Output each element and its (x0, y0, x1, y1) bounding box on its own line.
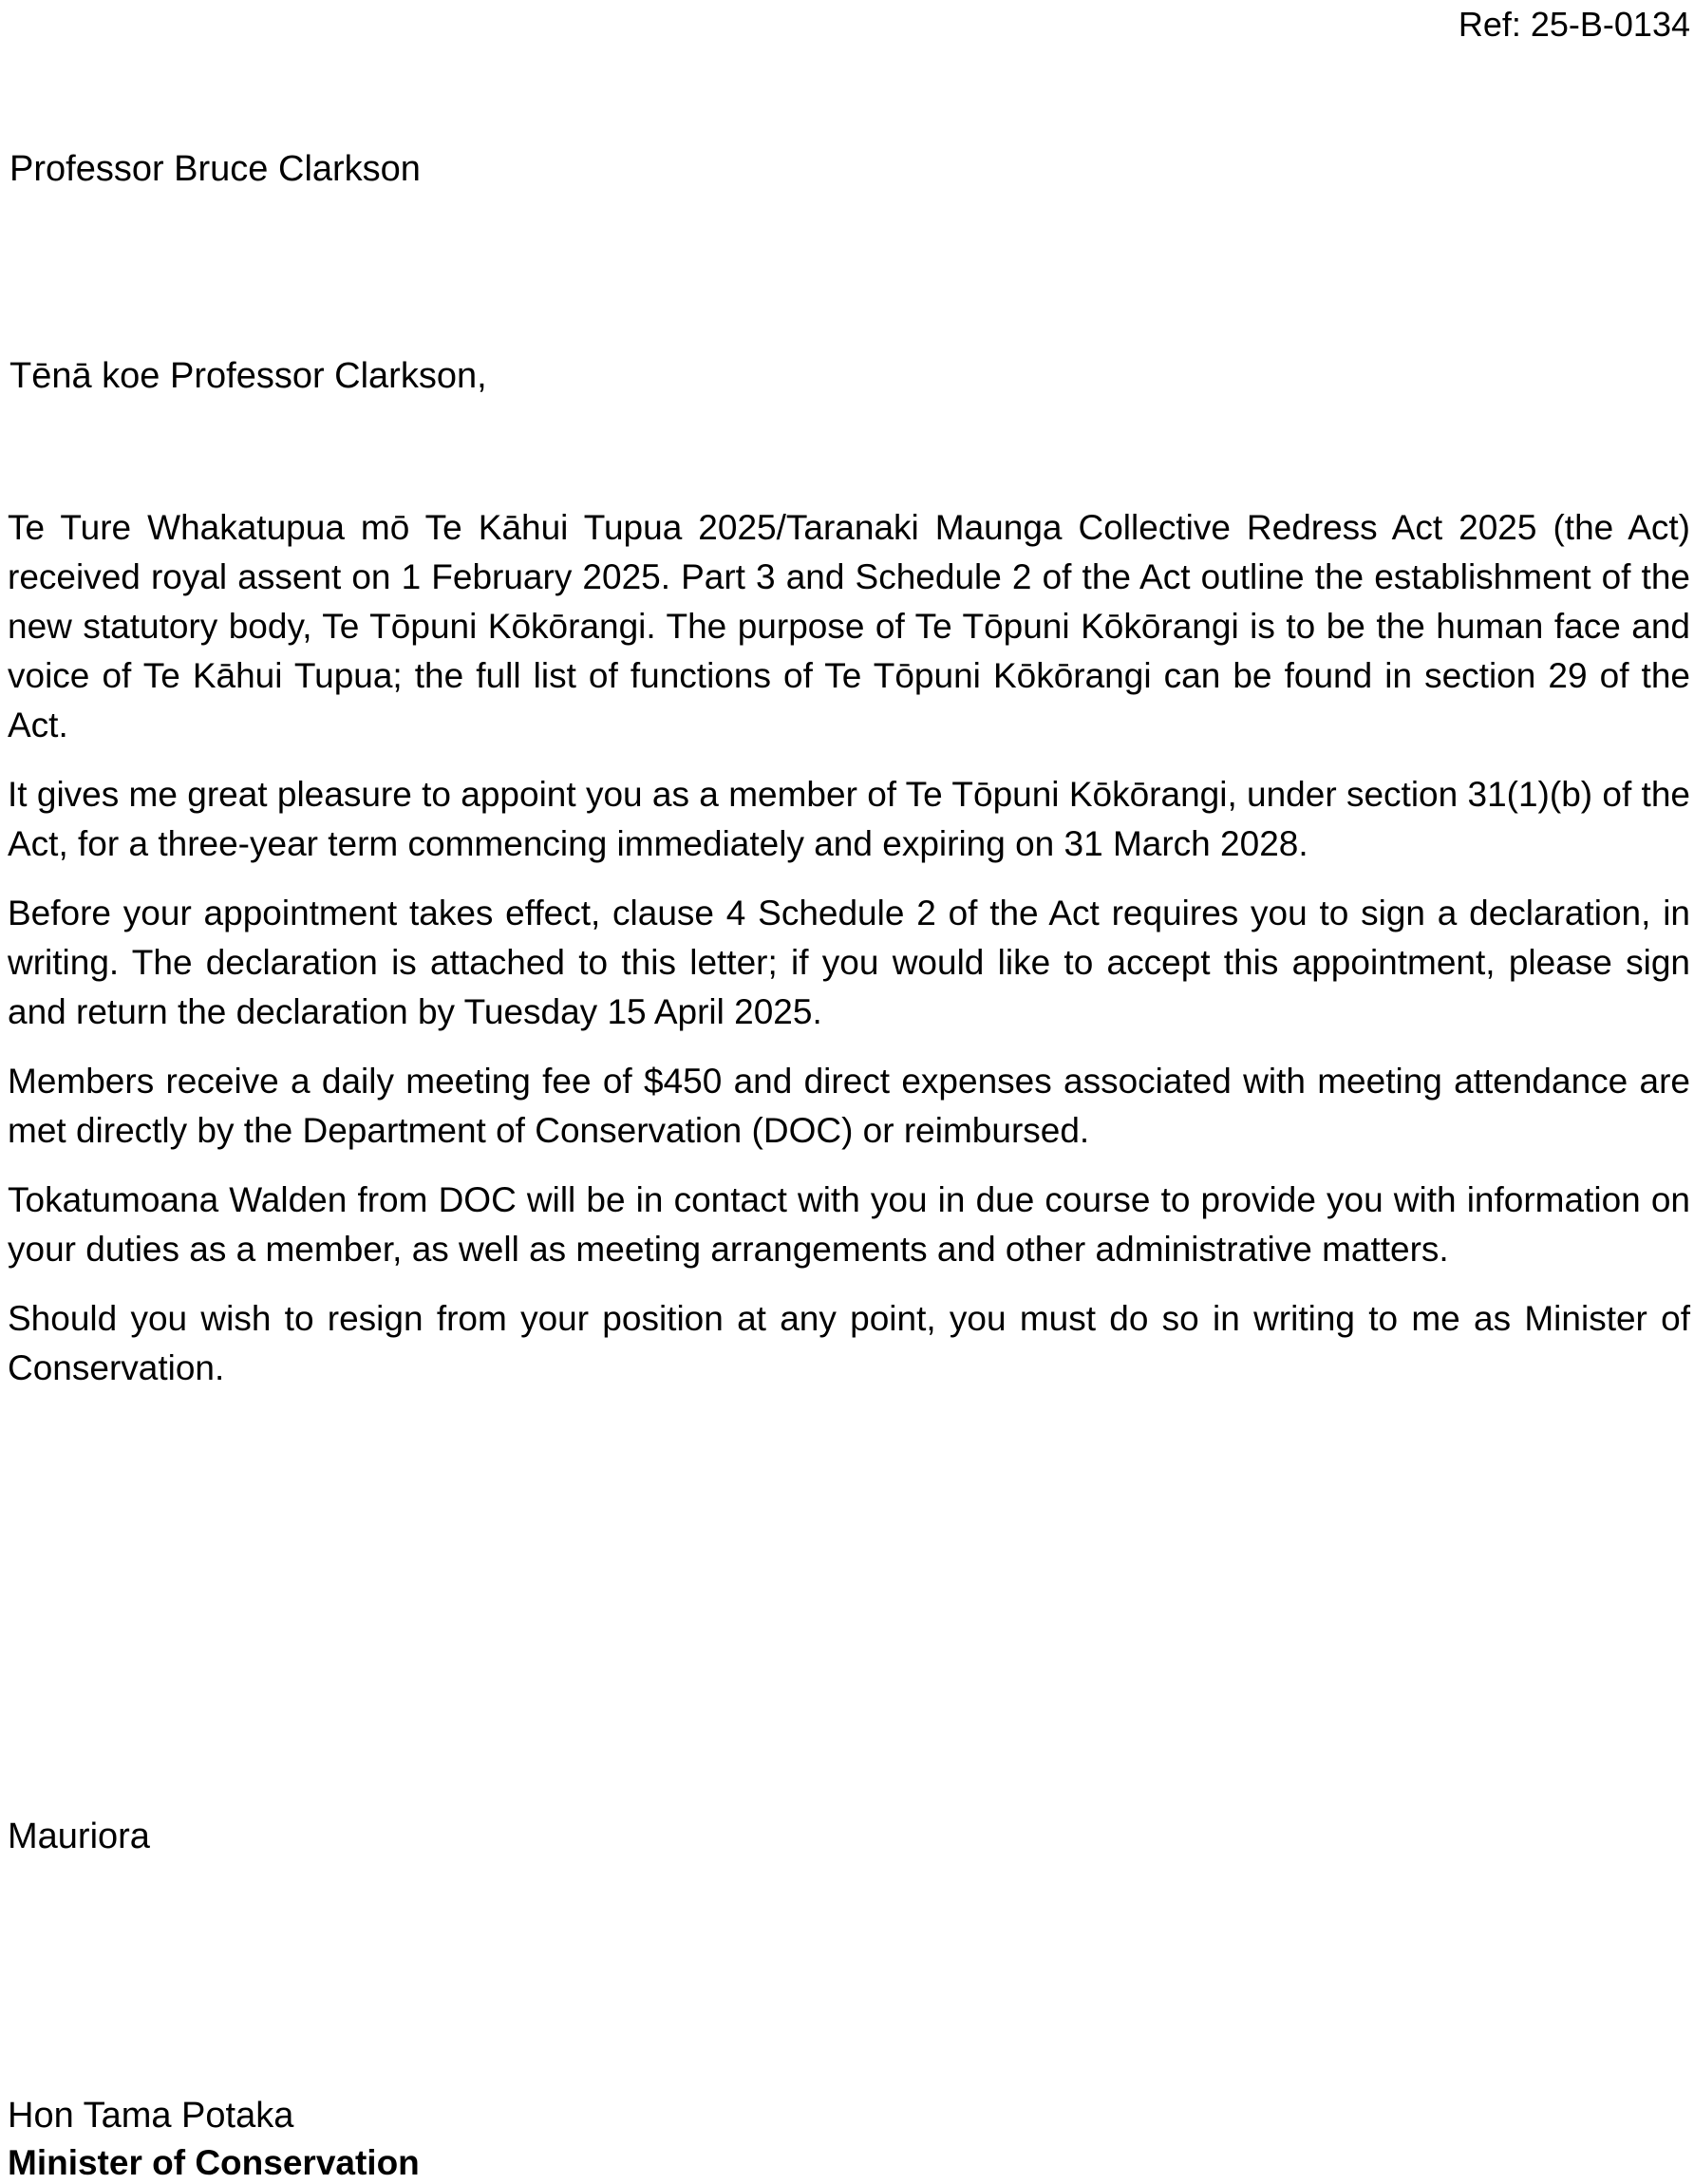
letter-body (8, 503, 1690, 1413)
signatory-name: Hon Tama Potaka (8, 2096, 294, 2136)
addressee-name: Professor Bruce Clarkson (9, 149, 421, 189)
body-paragraph: Should you wish to resign from your position at any point, you must do so in writing to me as Minister of Conservation. (8, 1299, 1690, 1387)
reference-number: Ref: 25-B-0134 (1458, 5, 1690, 44)
valediction: Mauriora (8, 1817, 150, 1856)
body-paragraph: Te Ture Whakatupua mō Te Kāhui Tupua 2025/Taranaki Maunga Collective Redress Act 2025 (the Act) received royal assent on 1 February 2025. Part 3 and Schedule 2 of the Act outline the establishment of the new statutory body, Te Tōpuni Kōkōrangi. The purpose of Te Tōpuni Kōkōrangi is to be the human face and voice of Te Kāhui Tupua; the full list of functions of Te Tōpuni Kōkōrangi can be found in section 29 of the Act. (8, 508, 1690, 744)
body-paragraph: Tokatumoana Walden from DOC will be in contact with you in due course to provide you with information on your duties as a member, as well as meeting arrangements and other administrative matters. (8, 1180, 1690, 1269)
body-paragraph: It gives me great pleasure to appoint you as a member of Te Tōpuni Kōkōrangi, under section 31(1)(b) of the Act, for a three-year term commencing immediately and expiring on 31 March 2028. (8, 775, 1690, 863)
body-paragraph: Before your appointment takes effect, clause 4 Schedule 2 of the Act requires you to sign a declaration, in writing. The declaration is attached to this letter; if you would like to accept this appointment, please sign and return the declaration by Tuesday 15 April 2025. (8, 894, 1690, 1031)
salutation: Tēnā koe Professor Clarkson, (9, 356, 487, 396)
body-paragraph: Members receive a daily meeting fee of $450 and direct expenses associated with meeting attendance are met directly by the Department of Conservation (DOC) or reimbursed. (8, 1062, 1690, 1150)
signatory-title: Minister of Conservation (8, 2143, 420, 2182)
